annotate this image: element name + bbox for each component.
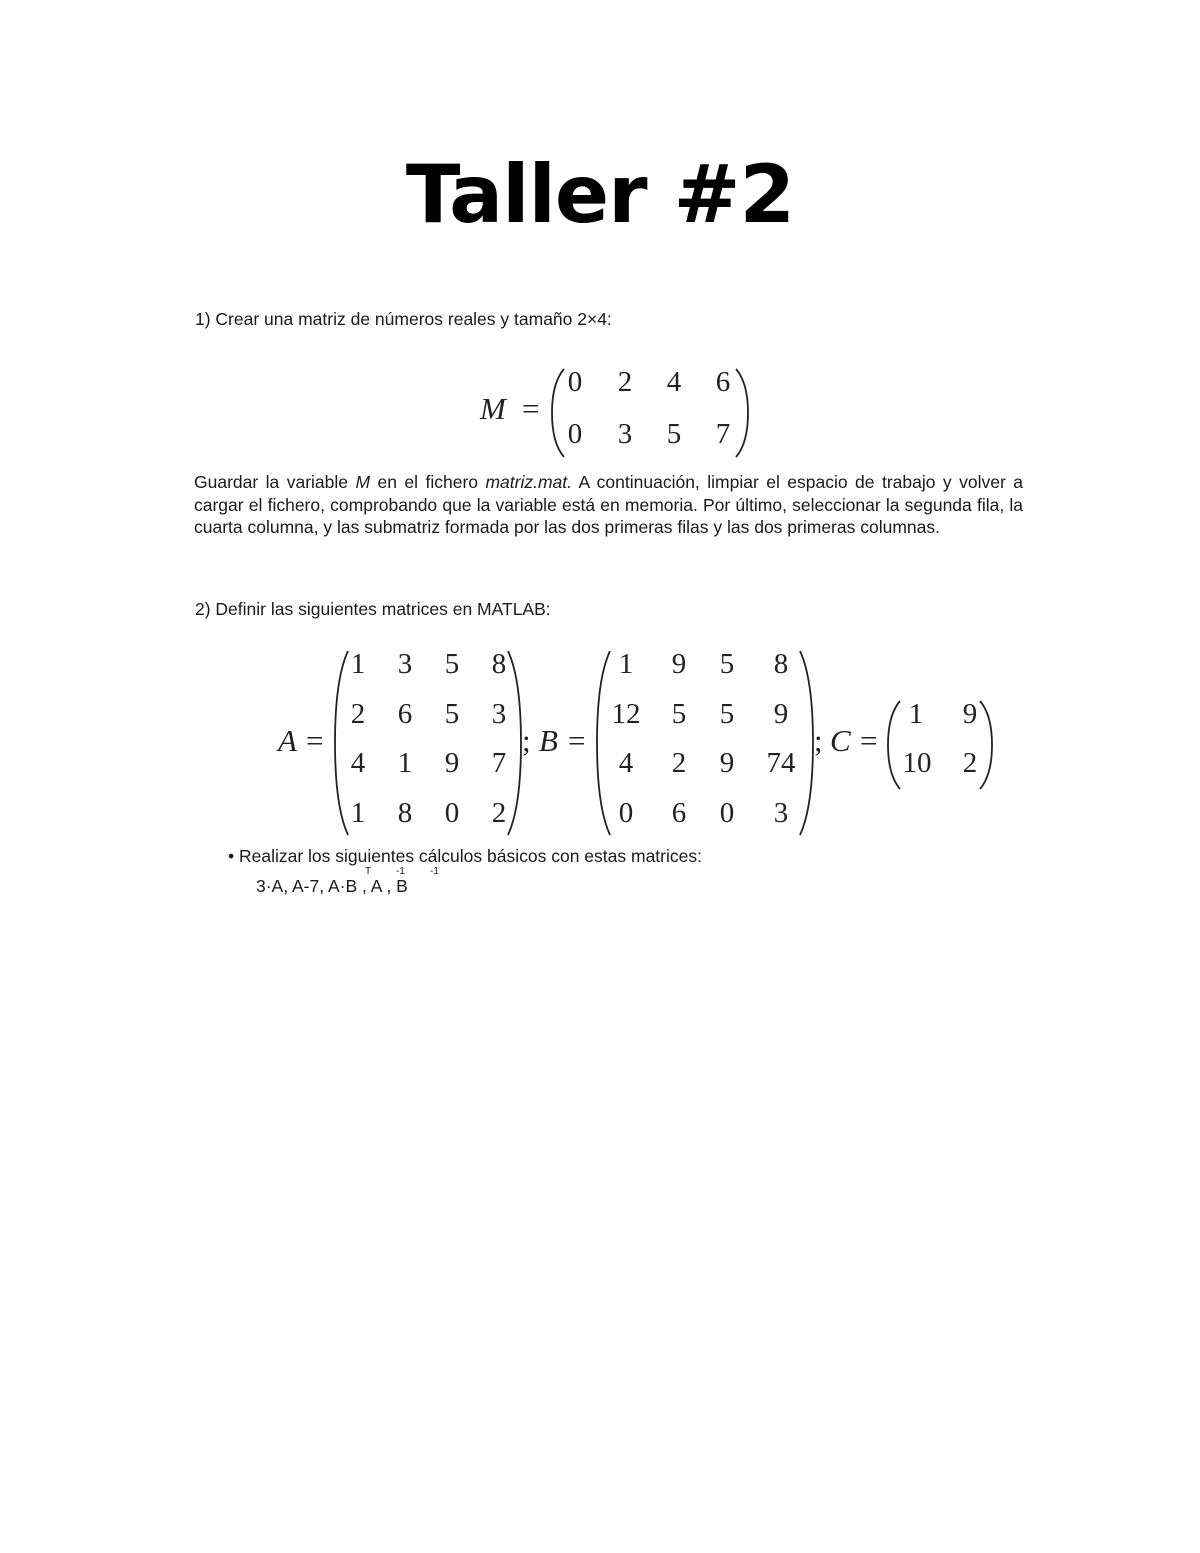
file-name: matriz.mat. [485, 472, 573, 492]
matrix-b-cell: 1 [618, 648, 634, 680]
question-2-prompt: 2) Definir las siguientes matrices en MATLAB: [195, 599, 551, 619]
matrix-a-cell: 3 [491, 698, 507, 730]
matrix-b-cell: 74 [766, 747, 796, 779]
matrix-b-cell: 6 [671, 797, 687, 829]
matrix-c-cell: 9 [962, 698, 978, 730]
matrix-m-cell: 0 [567, 418, 583, 450]
matrix-b-cell: 0 [618, 797, 634, 829]
matrix-a-equals: = [306, 723, 324, 758]
matrix-a-cell: 4 [350, 747, 366, 779]
matrix-b-cell: 9 [719, 747, 735, 779]
matrix-a-cell: 8 [397, 797, 413, 829]
matrix-a-cell: 6 [397, 698, 413, 730]
matrix-a-cell: 2 [491, 797, 507, 829]
matrix-a-right-paren [504, 649, 526, 837]
matrix-b-cell: 4 [618, 747, 634, 779]
matrix-m-cell: 5 [666, 418, 682, 450]
page-title: Taller #2 [405, 148, 795, 241]
matrix-b-cell: 9 [671, 648, 687, 680]
matrix-c-cell: 2 [962, 747, 978, 779]
matrix-b-equals: = [568, 723, 586, 758]
matrix-m-cell: 6 [715, 366, 731, 398]
matrix-b-cell: 5 [719, 698, 735, 730]
superscript-transpose: T [365, 866, 372, 877]
matrix-b-cell: 12 [611, 698, 641, 730]
superscript-inverse-a: -1 [396, 866, 405, 877]
question-1-instructions: Guardar la variable M en el fichero matriz.mat. A continuación, limpiar el espacio de trabajo y volver a cargar el fichero, comprobando que la variable está en memoria. Por último, seleccionar la segunda fila, la cuarta columna, y las submatriz formada por las dos primeras filas y las dos primeras columnas. [194, 472, 1023, 537]
matrix-m-cell: 2 [617, 366, 633, 398]
matrix-m-cell: 4 [666, 366, 682, 398]
matrix-a-cell: 1 [350, 648, 366, 680]
matrix-m-cell: 0 [567, 366, 583, 398]
matrix-b-name: B [539, 723, 558, 758]
matrix-c-cell: 1 [908, 698, 924, 730]
matrix-a-cell: 0 [444, 797, 460, 829]
matrix-a-name: A [278, 723, 297, 758]
matrix-b-cell: 5 [671, 698, 687, 730]
matrix-m-cell: 7 [715, 418, 731, 450]
matrix-c-name: C [830, 723, 851, 758]
matrix-a-cell: 5 [444, 648, 460, 680]
matrix-b-cell: 9 [773, 698, 789, 730]
question-1-prompt: 1) Crear una matriz de números reales y tamaño 2×4: [195, 309, 612, 329]
separator-bc: ; [814, 723, 823, 758]
matrix-b-cell: 8 [773, 648, 789, 680]
bullet-instruction: • Realizar los siguientes cálculos básicos con estas matrices: [228, 846, 702, 866]
matrix-a-cell: 9 [444, 747, 460, 779]
matrix-m-name: M [480, 391, 506, 426]
matrix-m-equals: = [522, 391, 540, 426]
matrix-c-cell: 10 [902, 747, 932, 779]
matrix-b-cell: 0 [719, 797, 735, 829]
matrix-c-equals: = [860, 723, 878, 758]
matrix-b-cell: 2 [671, 747, 687, 779]
matrix-b-cell: 5 [719, 648, 735, 680]
matrix-b-right-paren [796, 649, 818, 837]
matrix-a-cell: 5 [444, 698, 460, 730]
matrix-m-right-paren [732, 367, 752, 459]
superscript-inverse-b: -1 [430, 866, 439, 877]
matrix-a-cell: 1 [397, 747, 413, 779]
matrix-a-cell: 7 [491, 747, 507, 779]
matrix-a-cell: 1 [350, 797, 366, 829]
matrix-a-cell: 8 [491, 648, 507, 680]
calculations-list: 3·A, A-7, A·B , A , B [256, 876, 408, 896]
matrix-a-cell: 3 [397, 648, 413, 680]
matrix-c-right-paren [976, 699, 996, 791]
matrix-b-cell: 3 [773, 797, 789, 829]
matrix-m-cell: 3 [617, 418, 633, 450]
variable-m: M [355, 472, 371, 492]
separator-ab: ; [522, 723, 531, 758]
matrix-a-cell: 2 [350, 698, 366, 730]
matrix-b-left-paren [592, 649, 614, 837]
matrix-m-left-paren [548, 367, 568, 459]
matrix-a-left-paren [330, 649, 352, 837]
matrix-c-left-paren [884, 699, 904, 791]
